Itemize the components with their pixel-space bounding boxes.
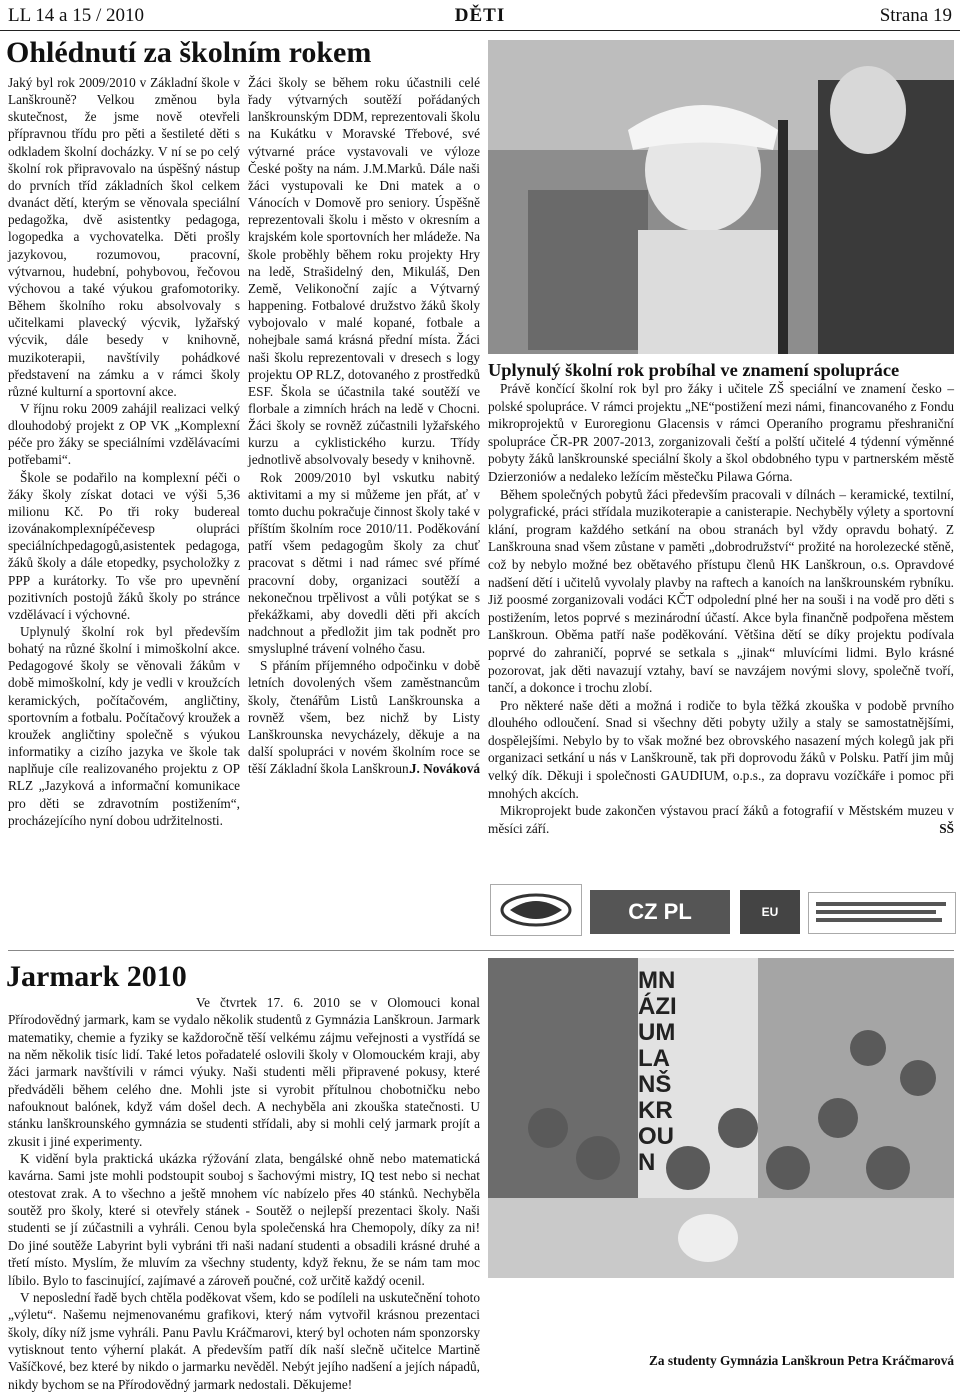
logo-eu-flag-icon xyxy=(740,890,800,934)
article2-p4: Mikroprojekt bude zakončen výstavou prací žáků a fotografií v Městském muzeu v měsíci září. xyxy=(488,803,954,836)
article2-p2: Během společných pobytů žáci především pracovali v dílnách – keramické, textilní, polygrafické, práci střídala muzikoterapie a canisterapie. Nechyběly výlety a sportovní klání, program každého setkání na obou stranách byl vždy opravdu bohatý. Z Lanškrouna snad všem zůstane v paměti „dobrodružství“ prožité na horolezecké stěně, což by nebylo možné bez obětavého přístupu členů HK Lanškroun, o.s. Opravdové nadšení dětí i učitelů vyvolaly plavby na raftech a kanoích na lanškrounském rybníku. Již poosmé zorganizovali vodáci KČT odpolední plné her na souši i na vodě pro děti s postižením, letos poprvé s mezinárodní účastí. Akce byla finančně podpořena městem Lanškroun. Oběma patří naše poděkování. Většina dětí se díky projektu podívala poprvé do zahraničí, poprvé se setkala s „jinak“ mluvícími lidmi. Bylo krásné pozorovat, jak děti navazují vztahy, baví se navzájem novými slovy, společně tvoří, tančí, a dokonce i trochu zlobí. xyxy=(488,486,954,696)
article1-signature: J. Nováková xyxy=(409,761,480,777)
article3-signature xyxy=(488,1352,954,1369)
photo-sign-text: MNÁZIUM LANŠKROUN xyxy=(638,967,677,1176)
logo-eu-fund-text-icon xyxy=(808,892,956,934)
article2-signature: SŠ xyxy=(939,821,954,837)
article1-p3: Škole se podařilo na komplexní péči o žáky školy získat dotaci ve výši 5,36 milionu Kč. Po tři roky budereal izovánakomplexnípéčevesp olupráci speciálníchpedagogů,asistentek pedagoga, žáků školy a dále etopedky, psycholožky z PPP a kurátorky. To vše pro upevnění pozitivních postojů žáků školy po stránce vzdělávací i výchovné. xyxy=(8,469,240,622)
divider xyxy=(8,950,954,951)
page-header xyxy=(0,0,960,31)
article1-p5: Žáci školy se během roku účastnili celé řady výtvarných soutěží pořádaných lanškrounským DDM, reprezentovali školu na Kukátku v Moravské Třebové, své výtvarné práce vystavovali ve výloze České pošty na nám. J.M.Marků. Dále naši žáci vystupovali ke Dni matek a o Vánocích v Domově pro seniory. Úspěšně reprezentovali školu i město v okresním a krajském kole sportovních her mládeže. Na škole proběhly během roku projekty Hry na ledě, Strašidelný den, Mikuláš, Den Země, Velikonoční zajíc a Výtvarný happening. Fotbalové družstvo žáků školy vybojovalo v malé kopané, fotbale a nohejbale samá krásná přední místa. Žáci naši školu reprezentovali v dresech s logy projektu OP RLZ, dotovaného z prostředků ESF. Škola se účastnila také soutěží ve florbale a zimních hrách na ledě v Chocni. Žáci školy se rovněž zúčastnili lyžařského kurzu a cyklistického kurzu. Třídy jednotlivě absolvovaly besedy v knihovně. xyxy=(248,75,480,468)
article2-body xyxy=(488,380,954,838)
page-number: Strana 19 xyxy=(879,5,952,26)
article1-column2 xyxy=(248,74,480,778)
photo-illustration xyxy=(488,40,954,354)
article2-p3: Pro některé naše děti a možná i rodiče to byla těžká zkouška v podobě prvního dlouhého odloučení. Snad si všechny děti pobyty užily a staly se samostatnějšími, dospělejšími. Nebylo by to však možné bez obrovského nasazení mých kolegů jak při organizaci setkání u nás v Lanškrouně, tak při doprovodu žáků v Polsku. Patří jim můj velký dík. Děkuji i společnosti GAUDIUM, o.p.s., za dopravu vozíčkáře i pomoc při mnohých akcích. xyxy=(488,697,954,801)
article1-column1 xyxy=(8,74,240,829)
article1-p2: V říjnu roku 2009 zahájil realizaci velký dlouhodobý projekt z OP VK „Komplexní péče pro žáky se speciálními vzdělávacími potřebami“. xyxy=(8,400,240,468)
article3-p1: Ve čtvrtek 17. 6. 2010 se v Olomouci konal Přírodovědný jarmark, kam se vydalo několik studentů z Gymnázia Lanškroun. Jarmark matematiky, chemie a fyziky se každoročně těší velkému zájmu veřejnosti a vystřídá se na něm několik tisíc lidí. Také letos pořadatelé oslovili školy v Olomouckém kraji, aby žáci jarmark navštívili v rámci výuky. Naši studenti měli připravené pokusy, které předváděli během celého dne. Mohli jste si vyrobit přítulnou chobotničku nebo nafouknout balónek, když vám došel dech. A nechyběla ani zkouška statečnosti. U stánku lanškrounského gymnázia se studenti střídali, aby si mohli celý jarmark projít a zkusit i jiné experimenty. xyxy=(8,995,480,1149)
photo-boy-with-captain-hat xyxy=(488,40,954,354)
article2-p1: Právě končící školní rok byl pro žáky i učitele ZŠ speciální ve znamení česko – polské spolupráce. V rámci projektu „NE“postižení mezi námi, financovaného z Fondu mikroprojektů v Euroregionu Glacensis v rámci Operaního programu přeshraniční spolupráce ČR-PR 2007-2013, zorganizovali čeští a polští učitelé 4 týdenní výměnné pobyty žáků lanškrounské speciální školy a škol obdobného typu v partnerském městě Dzierzoniów a nedaleko ležícím městečku Pilawa Górna. xyxy=(488,381,954,484)
article2-title: Uplynulý školní rok probíhal ve znamení spolupráce xyxy=(488,360,900,380)
issue-date: LL 14 a 15 / 2010 xyxy=(8,5,144,26)
article1-p6: Rok 2009/2010 byl vskutku nabitý aktivitami a my si můžeme jen přát, ať v tomto duchu pokračuje činnost školy také v příštím školním roce 2010/11. Poděkování patří všem pedagogům školy za chuť pracovat s dětmi i nad rámec své přímé pracovní doby, organizaci soutěží a nekonečnou trpělivost a vůli potýkat se s překážkami, aby dovedli děti při akcích nadchnout a předložit jim tak podnět pro smysluplné trávení volného času. xyxy=(248,469,480,657)
article1-p1: Jaký byl rok 2009/2010 v Základní škole v Lanškrouně? Velkou změnou byla skutečnost, že jsme nově otevřeli přípravnou třídu pro pěti a šestileté děti s odkladem školní docházky. V ní se po celý školní rok připravovalo na úspěšný nástup do prvních tříd základních škol celkem dvanáct dětí, kterým se věnovala speciální pedagožka, dvě asistentky pedagoga, logopedka a vychovatelka. Děti prošly jazykovou, rozumovou, pracovní, výtvarnou, hudební, pohybovou, řečovou výchovou a také výukou grafomotoriky. Během školního roku absolvovaly s učitelkami plavecký výcvik, lyžařský výcvik, dále besedy v knihovně, muzikoterapii, navštívily pohádkové představení na zámku a v rámci školy různé kulturní a sportovní akce. xyxy=(8,75,240,399)
article3-body xyxy=(8,994,480,1393)
article3-p3: V neposlední řadě bych chtěla poděkovat všem, kdo se podíleli na uskutečnění tohoto „výletu“. Našemu nejmenovanému grafikovi, který nám vytvořil krásnou prezentaci školy, díky níž jsme vyhráli. Panu Pavlu Kráčmarovi, který byl ochoten nám sponzorsky vytisknout tento výherní plakát. A především patří dík naší slečně učitelce Martině Vašíčkové, bez které by nikdo o jarmarku nevěděl. Nebýt jejího nadšení a jejích nápadů, nikdy bychom se na Přírodovědný jarmark nedostali. Děkujeme! xyxy=(8,1289,480,1392)
logo-czpl-text: CZ PL xyxy=(628,899,692,924)
article3-p2: K vidění byla praktická ukázka rýžování zlata, bengálské ohně nebo matematická kavárna. Sami jste mohli podstoupit souboj s šachovými mistry, IQ test nebo si nechat otestovat zrak. A to všechno a ještě mnohem víc nabízelo přes 40 stánků. Nechyběla soutěž pro školy, které si otevřely stánek - Soutěž o nejlepší prezentaci školy. Naši studenti se jí zúčastnili a vyhráli. Cenou byla společenská hra Chemopoly, díky za ni! Do jiné soutěže Labyrint byli vybráni tři naši nadaní studenti a obsadili krásné druhé a třetí místo. Myslím, že mluvím za všechny studenty, když řeknu, že se nám tam moc líbilo. Bylo to fascinující, zajímavé a zároveň poučné, což určitě každý ocenil. xyxy=(8,1151,480,1288)
article3-signature-text: Za studenty Gymnázia Lanškroun Petra Kráčmarová xyxy=(649,1353,954,1368)
photo-illustration-2 xyxy=(488,958,954,1278)
article1-title: Ohlédnutí za školním rokem xyxy=(6,36,372,69)
logo-eu-text: EU xyxy=(761,905,779,919)
article3-title: Jarmark 2010 xyxy=(6,960,187,993)
section-title: DĚTI xyxy=(454,5,506,26)
article1-p7: S přáním příjemného odpočinku v době letních dovolených všem zaměstnancům školy, čtenářům Listů Lanškrounska a rovněž všem, bez nichž by Listy Lanškrounska nevycházely, děkuje a na další spolupráci v novém školním roce se těší Základní škola Lanškroun. xyxy=(248,658,480,777)
article1-p4: Uplynulý školní rok byl především bohatý na různé školní i mimoškolní akce. Pedagogové školy se věnovali žákům v době mimoškolní, kdy je vedli v kroužcích keramických, počítačovém, angličtiny, sportovním a fotbalu. Počítačový kroužek a kroužek angličtiny společně s výukou informatiky a cizího jazyka ve škole tak naplňuje cíle realizovaného projektu z OP RLZ „Jazyková a informační komunikace pro děti se zdravotním postižením“, procházejícího nyní dobou udržitelnosti. xyxy=(8,624,240,828)
logo-euroregion-icon xyxy=(490,884,582,936)
logo-czpl-icon xyxy=(590,890,730,934)
photo-students-at-fair xyxy=(488,958,954,1278)
